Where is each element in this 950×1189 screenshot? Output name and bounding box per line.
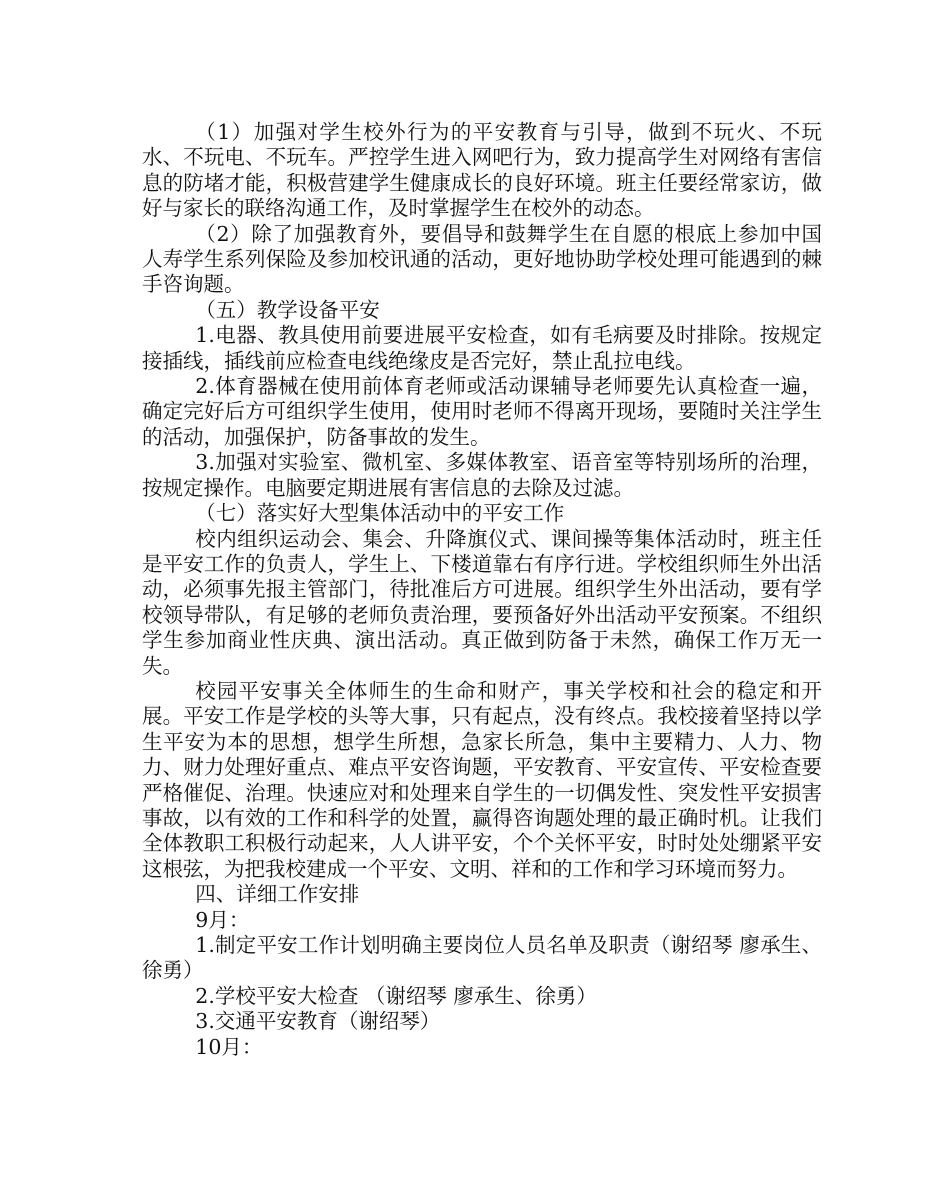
section-heading-schedule: 四、详细工作安排 bbox=[195, 882, 360, 907]
document-body bbox=[142, 120, 822, 1060]
schedule-item-3: 3.交通平安教育（谢绍琴） bbox=[195, 1009, 441, 1034]
paragraph-insurance: （2）除了加强教育外，要倡导和鼓舞学生在自愿的根底上参加中国人寿学生系列保险及参加校讯通的活动，更好地协助学校处理可能遇到的棘手咨询题。 bbox=[142, 221, 822, 297]
month-september: 9月： bbox=[195, 907, 250, 932]
paragraph-special-rooms: 3.加强对实验室、微机室、多媒体教室、语音室等特别场所的治理，按规定操作。电脑要定期进展有害信息的去除及过滤。 bbox=[142, 450, 822, 500]
paragraph-sports-equipment: 2.体育器械在使用前体育老师或活动课辅导老师要先认真检查一遍，确定完好后方可组织学生使用，使用时老师不得离开现场，要随时关注学生的活动，加强保护，防备事故的发生。 bbox=[142, 374, 822, 449]
paragraph-summary: 校园平安事关全体师生的生命和财产，事关学校和社会的稳定和开展。平安工作是学校的头等大事，只有起点，没有终点。我校接着坚持以学生平安为本的思想，想学生所想，急家长所急，集中主要精力、人力、物力、财力处理好重点、难点平安咨询题，平安教育、平安宣传、平安检查要严格催促、治理。快速应对和处理来自学生的一切偶发性、突发性平安损害事故，以有效的工作和科学的处置，赢得咨询题处理的最正确时机。让我们全体教职工积极行动起来，人人讲平安，个个关怀平安，时时处处绷紧平安这根弦，为把我校建成一个平安、文明、祥和的工作和学习环境而努力。 bbox=[142, 678, 822, 881]
schedule-item-2: 2.学校平安大检查 （谢绍琴 廖承生、徐勇） bbox=[195, 983, 597, 1008]
section-heading-group-activities: （七）落实好大型集体活动中的平安工作 bbox=[195, 501, 565, 526]
month-october: 10月： bbox=[195, 1034, 263, 1059]
schedule-item-1: 1.制定平安工作计划明确主要岗位人员名单及职责（谢绍琴 廖承生、徐勇） bbox=[142, 933, 822, 983]
section-heading-equipment: （五）教学设备平安 bbox=[195, 297, 380, 322]
paragraph-outside-safety: （1）加强对学生校外行为的平安教育与引导，做到不玩火、不玩水、不玩电、不玩车。严控学生进入网吧行为，致力提高学生对网络有害信息的防堵才能，积极营建学生健康成长的良好环境。班主任要经常家访，做好与家长的联络沟通工作，及时掌握学生在校外的动态。 bbox=[142, 120, 822, 221]
paragraph-electrical: 1.电器、教具使用前要进展平安检查，如有毛病要及时排除。按规定接插线，插线前应检查电线绝缘皮是否完好，禁止乱拉电线。 bbox=[142, 323, 822, 373]
paragraph-group-activities: 校内组织运动会、集会、升降旗仪式、课间操等集体活动时，班主任是平安工作的负责人，学生上、下楼道靠右有序行进。学校组织师生外出活动，必须事先报主管部门，待批准后方可进展。组织学生外出活动，要有学校领导带队，有足够的老师负责治理，要预备好外出活动平安预案。不组织学生参加商业性庆典、演出活动。真正做到防备于未然，确保工作万无一失。 bbox=[142, 526, 822, 678]
